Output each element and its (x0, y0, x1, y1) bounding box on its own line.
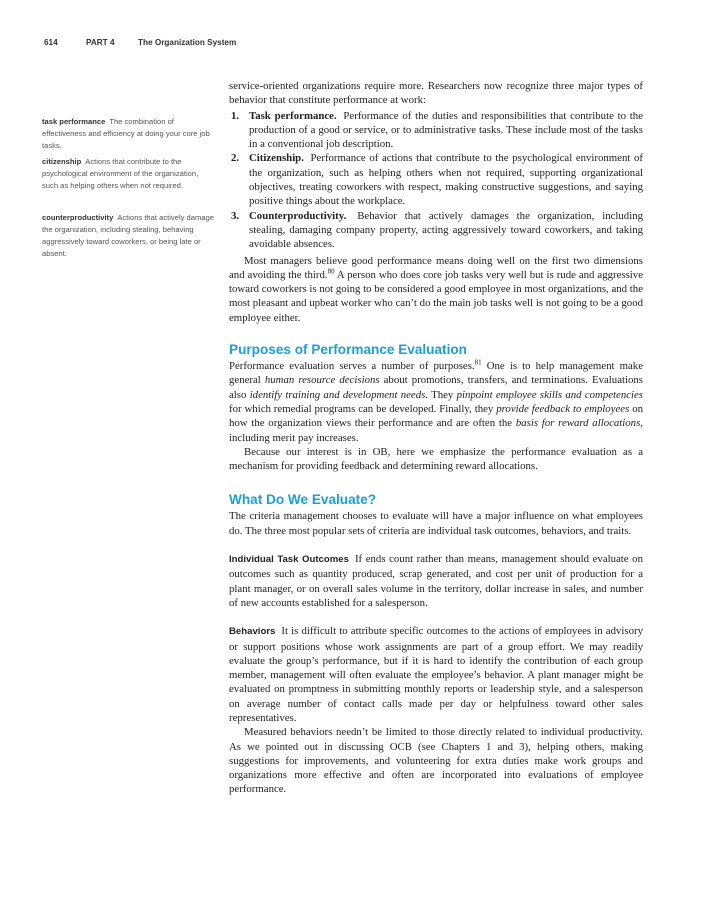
list-lead: Citizenship. (249, 152, 304, 165)
margin-note-counterproductivity (42, 212, 214, 260)
text-run: for which remedial programs can be developed. Finally, they (229, 402, 497, 415)
text-run: on how the organization views their performance and are often the (229, 402, 643, 430)
emphasis: pinpoint employee skills and competencies (456, 388, 644, 401)
performance-types-list (229, 109, 643, 252)
part-title: The Organization System (138, 38, 237, 47)
main-column (229, 79, 643, 797)
list-lead: Task performance. (249, 109, 337, 122)
list-text: Performance of actions that contribute to the psychological environment of the organization, such as helping others when not required, supporting organizational objectives, treating coworkers with respect, making constructive suggestions, and saying positive things about the workplace. (249, 152, 644, 208)
margin-term: citizenship (42, 157, 82, 166)
section-heading-purposes: Purposes of Performance Evaluation (229, 342, 467, 358)
emphasis: human resource decisions (264, 374, 380, 387)
text-run: A person who does core job tasks very well but is rude and aggressive toward coworkers is not going to be considered a good employee in most organizations, and the most pleasant and upbeat worker who can’t do the main job tasks well is not going to be a good employee either. (229, 268, 643, 324)
purposes-paragraph (229, 359, 643, 445)
page-number: 614 (44, 38, 58, 47)
text-run: about promotions, transfers, and terminations. Evaluations also (229, 374, 643, 401)
text-run: including merit pay increases. (229, 431, 359, 444)
criteria-paragraph: The criteria management chooses to evaluate will have a major influence on what employees do. The three most popular sets of criteria are individual task outcomes, behaviors, and traits. (229, 510, 643, 537)
part-label: PART 4 (86, 38, 115, 47)
text-run: Most managers believe good performance means doing well on the first two dimensions and avoiding the third. (229, 254, 643, 281)
intro-paragraph: service-oriented organizations require more. Researchers now recognize three major types of behavior that constitute performance at work: (229, 80, 643, 107)
list-number: 1. (231, 109, 240, 122)
endnote-ref: 81 (474, 358, 482, 367)
list-number: 2. (231, 152, 240, 165)
margin-note-citizenship (42, 156, 214, 192)
margin-definition: Actions that actively damage the organization, including stealing, behaving aggressively toward coworkers, or being late or absent. (42, 213, 214, 258)
list-number: 3. (231, 209, 240, 222)
text-run: Performance evaluation serves a number of purposes. (229, 360, 475, 373)
text-run: If ends count rather than means, management should evaluate on outcomes such as quantity produced, scrap generated, and cost per unit of production for a plant manager, or on overall sales volume in the territory, dollar increase in sales, and number of new accounts established for a salesperson. (229, 553, 643, 609)
section-heading-what-evaluate: What Do We Evaluate? (229, 492, 377, 508)
text-run: It is difficult to attribute specific outcomes to the actions of employees in advisory or support positions whose work assignments are part of a group effort. We may readily evaluate the group’s performance, but if it is hard to identify the contribution of each group member, management will often evaluate the employee’s behavior. A plant manager might be evaluated on promptness in submitting monthly reports or leadership style, and a salesperson on average number of contact calls made per day or helpfulness toward other sales representatives. (229, 625, 643, 724)
text-run: One is to help management make general (229, 360, 643, 387)
purposes-paragraph-2: Because our interest is in OB, here we emphasize the performance evaluation as a mechanism for providing feedback and determining reward allocations. (229, 445, 643, 473)
emphasis: identify training and development needs. (249, 388, 429, 401)
endnote-ref: 80 (327, 267, 335, 276)
behaviors-paragraph (229, 624, 643, 725)
list-lead: Counterproductivity. (249, 209, 347, 222)
text-run: They (428, 388, 457, 401)
behaviors-paragraph-2: Measured behaviors needn’t be limited to those directly related to individual productivity. As we pointed out in discussing OCB (see Chapters 1 and 3), helping others, making suggestions for improvements, and volunteering for extra duties make work groups and organizations more effective and often are incorporated into evaluations of employee performance. (229, 726, 643, 796)
margin-term: counterproductivity (42, 213, 114, 222)
margin-definition: Actions that contribute to the psychological environment of the organization, such as helping others when not required. (42, 157, 199, 190)
margin-note-task-performance (42, 116, 214, 152)
list-item (229, 109, 643, 152)
individual-task-outcomes-paragraph (229, 552, 643, 610)
list-item (229, 151, 643, 208)
subheading-behaviors: Behaviors (229, 626, 276, 638)
margin-term: task performance (42, 117, 106, 126)
managers-paragraph (229, 254, 643, 325)
running-header (44, 38, 236, 52)
emphasis: basis for reward allocations, (515, 417, 643, 430)
margin-definition: The combination of effectiveness and efficiency at doing your core job tasks. (42, 117, 210, 150)
emphasis: provide feedback to employees (496, 402, 630, 415)
list-item (229, 209, 643, 252)
list-text: Performance of the duties and responsibilities that contribute to the production of a good or service, or to administrative tasks. These include most of the tasks in a conventional job description. (249, 109, 643, 151)
list-text: Behavior that actively damages the organization, including stealing, damaging company property, acting aggressively toward coworkers, and taking avoidable absences. (249, 209, 643, 251)
subheading-individual-task-outcomes: Individual Task Outcomes (229, 554, 349, 566)
